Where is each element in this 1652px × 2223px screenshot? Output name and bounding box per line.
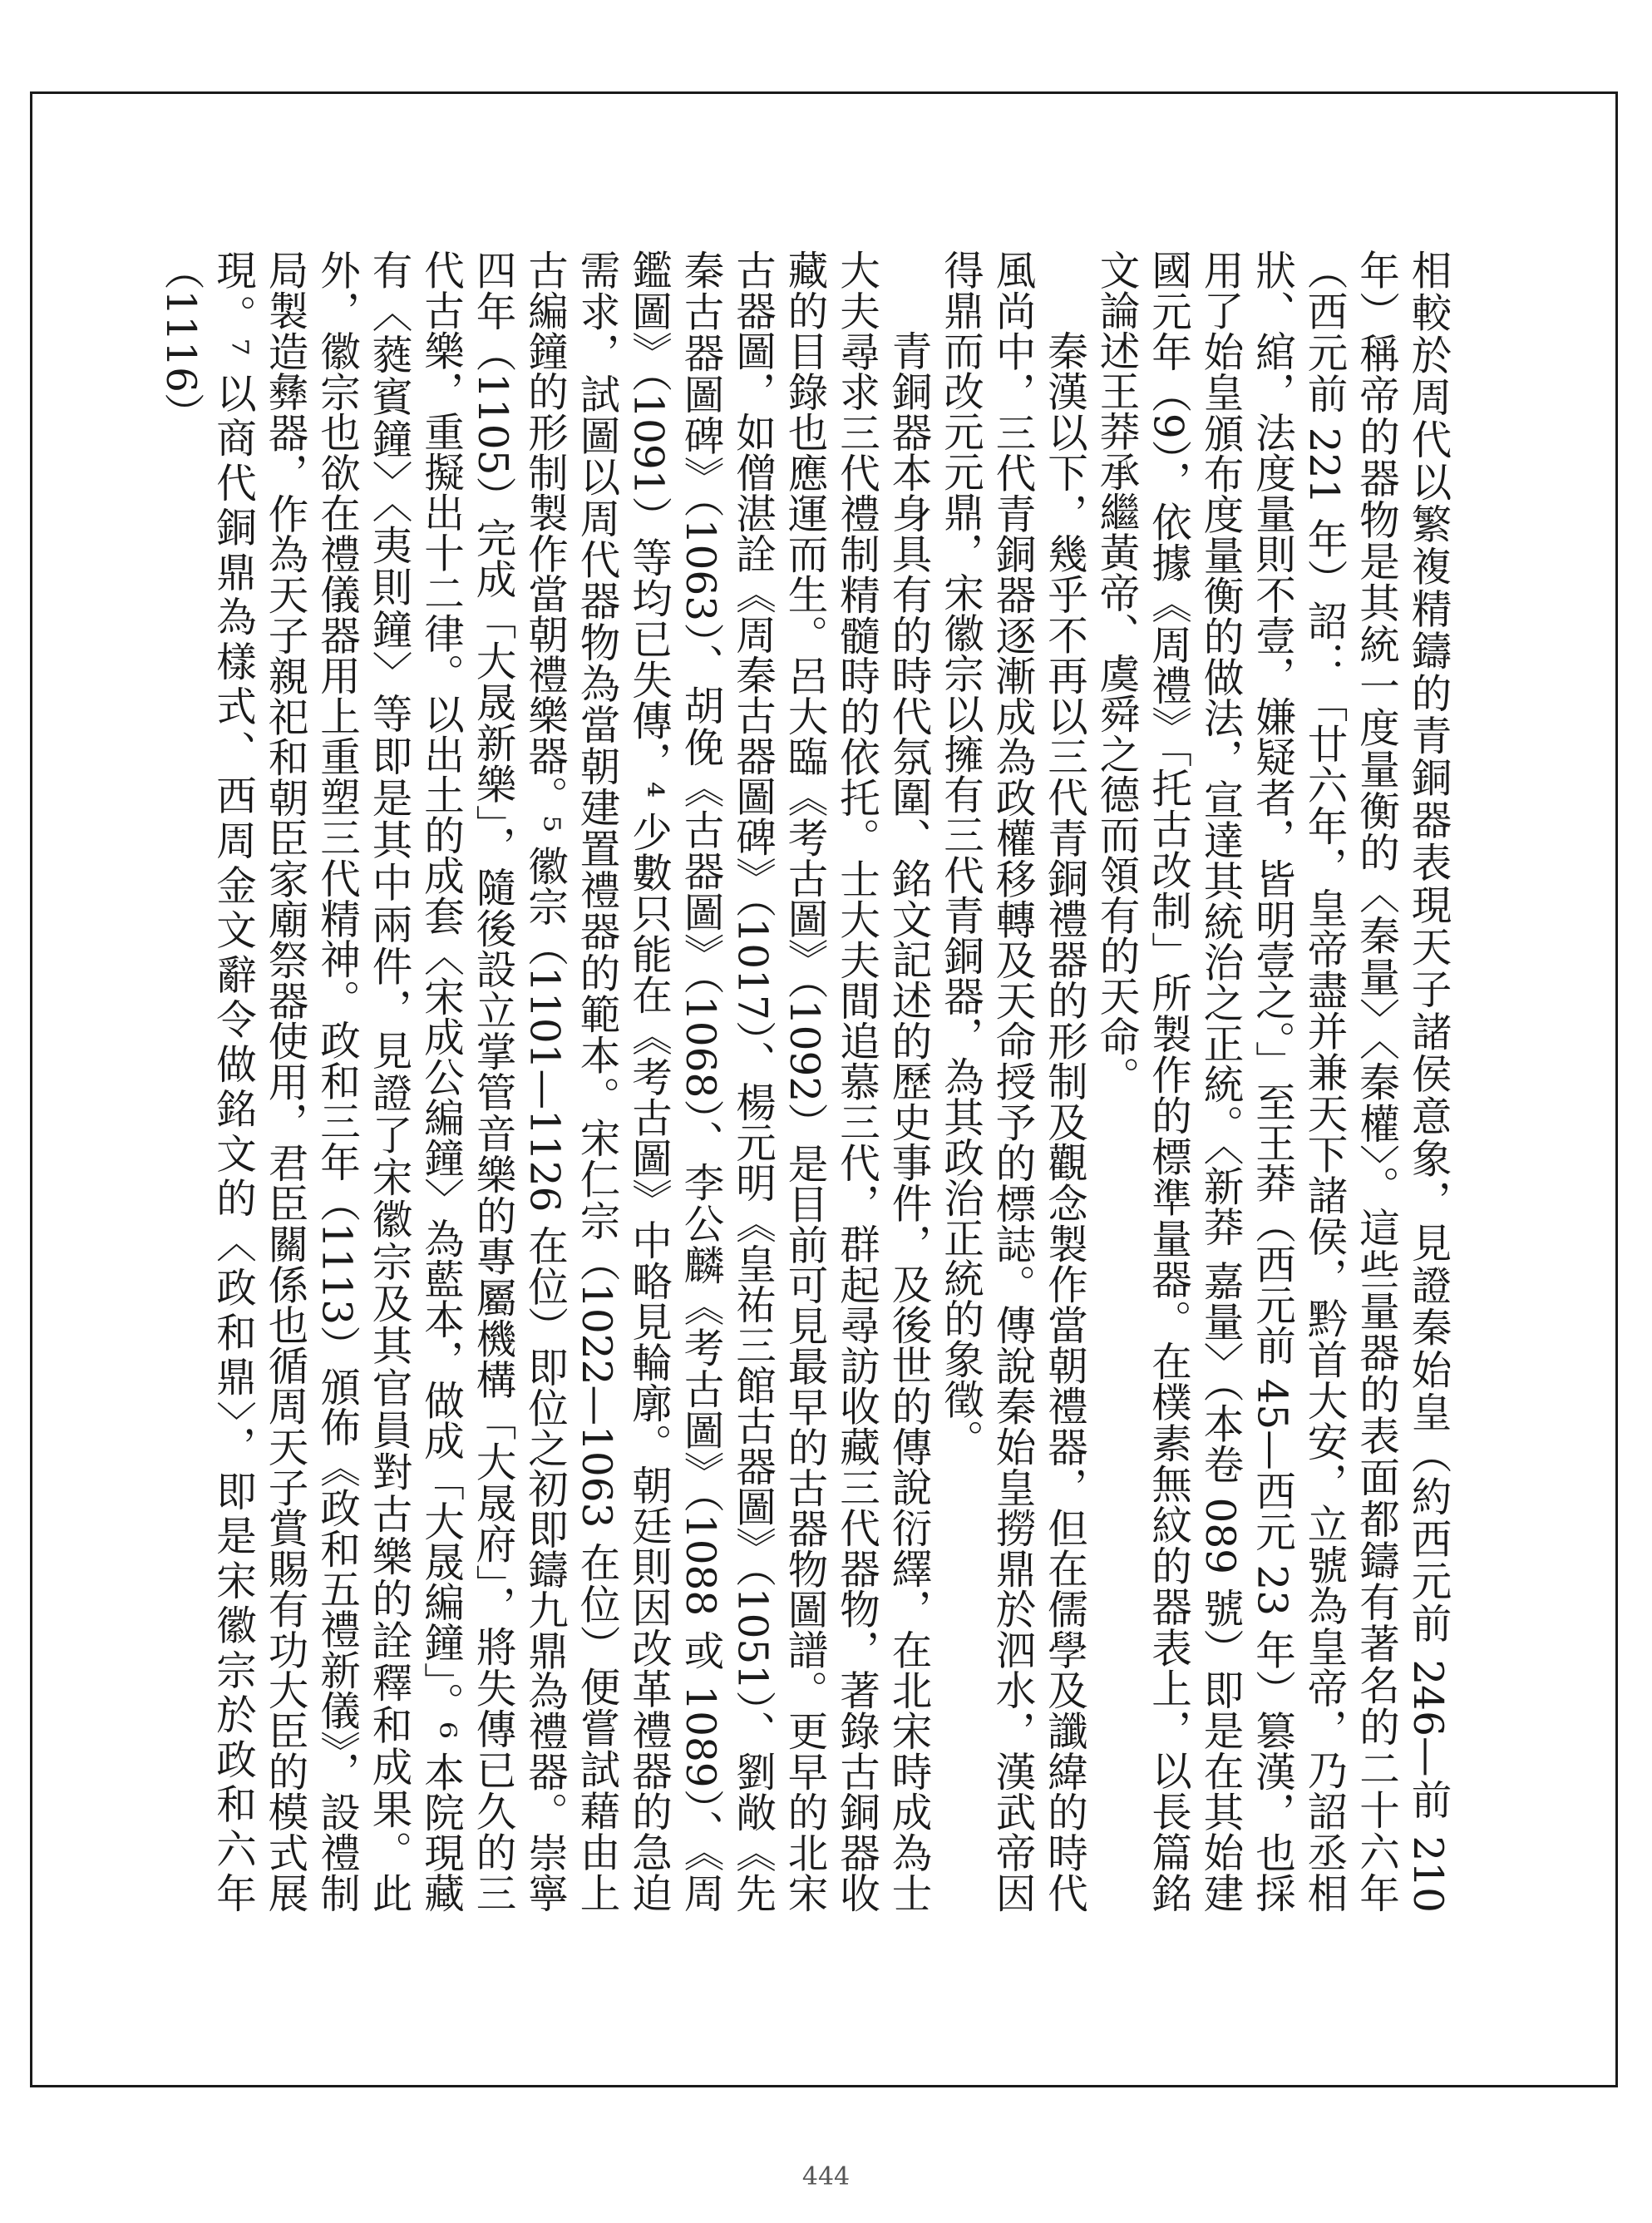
- paragraph-2: 秦漢以下，幾乎不再以三代青銅禮器的形制及觀念製作當朝禮器，但在儒學及讖緯的時代風尚中，三代青銅器逐漸成為政權移轉及天命授予的標誌。傳說秦始皇撈鼎於泗水，漢武帝因得鼎而改元元鼎，宋徽宗以擁有三代青銅器，為其政治正統的象徵。: [936, 249, 1087, 1913]
- paragraph-3: 青銅器本身具有的時代氛圍、銘文記述的歷史事件，及後世的傳說衍繹，在北宋時成為士大夫尋求三代禮制精髓時的依托。士大夫間追慕三代，群起尋訪收藏三代器物，著錄古銅器收藏的目錄也應運而生。呂大臨《考古圖》（1092）是目前可見最早的古器物圖譜。更早的北宋古器圖，如僧湛詮《周秦古器圖碑》（1017）、楊元明《皇祐三館古器圖》（1051）、劉敞《先秦古器圖碑》（1063）、胡俛《古器圖》（1068）、李公麟《考古圖》（1088 或 1089）、《周鑑圖》（1091）等均已失傳，⁴ 少數只能在《考古圖》中略見輪廓。朝廷則因改革禮器的急迫需求，試圖以周代器物為當朝建置禮器的範本。宋仁宗（1022—1063 在位）便嘗試藉由上古編鐘的形制製作當朝禮樂器。⁵ 徽宗（1101—1126 在位）即位之初即鑄九鼎為禮器。崇寧四年（1105）完成「大晟新樂」，隨後設立掌管音樂的專屬機構「大晟府」，將失傳已久的三代古樂，重擬出十二律。以出土的成套〈宋成公編鐘〉為藍本，做成「大晟編鐘」。⁶ 本院現藏有〈蕤賓鐘〉〈夷則鐘〉等即是其中兩件，見證了宋徽宗及其官員對古樂的詮釋和成果。此外，徽宗也欲在禮儀器用上重塑三代精神。政和三年（1113）頒佈《政和五禮新儀》，設禮制局製造彝器，作為天子親祀和朝臣家廟祭器使用，君臣關係也循周天子賞賜有功大臣的模式展現。⁷ 以商代銅鼎為樣式、西周金文辭令做銘文的〈政和鼎〉，即是宋徽宗於政和六年（1116）: [157, 249, 931, 1913]
- vertical-text-block: [157, 249, 1453, 1913]
- page-number: 444: [801, 2162, 851, 2191]
- paragraph-1: 相較於周代以繁複精鑄的青銅器表現天子諸侯意象，見證秦始皇（約西元前 246—前 210 年）稱帝的器物是其統一度量衡的〈秦量〉〈秦權〉。這些量器的表面都鑄有著名的二十六年（西元前 221 年）詔：「廿六年，皇帝盡并兼天下諸侯，黔首大安，立號為皇帝，乃詔丞相狀、綰，法度量則不壹，嫌疑者，皆明壹之。」至王莽（西元前 45—西元 23 年）篡漢，也採用了始皇頒布度量衡的做法，宣達其統治之正統。〈新莽 嘉量〉（本卷 089 號）即是在其始建國元年（9），依據《周禮》「托古改制」所製作的標準量器。在樸素無紋的器表上，以長篇銘文論述王莽承繼黃帝、虞舜之德而領有的天命。: [1092, 249, 1451, 1913]
